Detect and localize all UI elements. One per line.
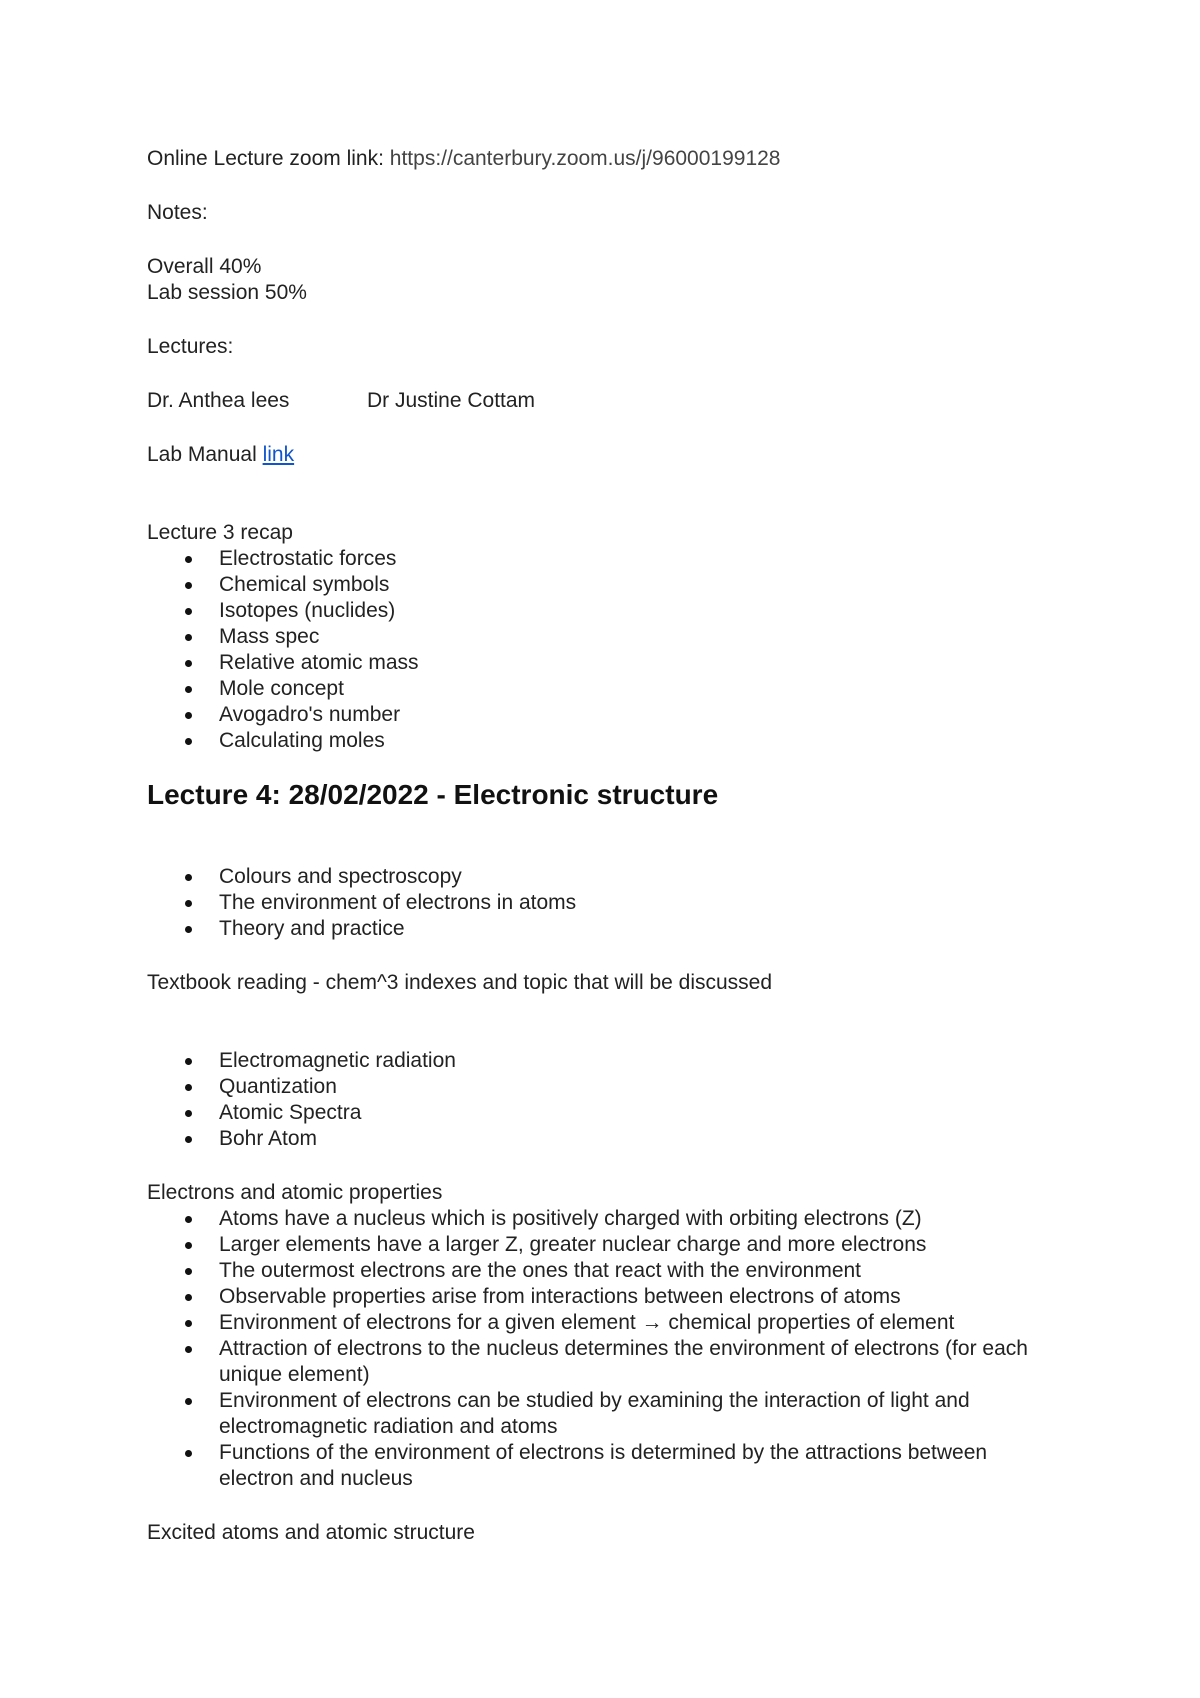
list-item: Electrostatic forces [219, 546, 1067, 572]
list-item: Theory and practice [219, 916, 1067, 942]
lecture-title: Lecture 4: 28/02/2022 - Electronic structure [147, 779, 719, 810]
list-item: Calculating moles [219, 728, 1067, 754]
textbook-reading: Textbook reading - chem^3 indexes and topic that will be discussed [147, 971, 773, 994]
notes-label: Notes: [147, 201, 208, 224]
reading-list [147, 1048, 1067, 1152]
list-item: Bohr Atom [219, 1126, 1067, 1152]
list-item: The outermost electrons are the ones that react with the environment [219, 1258, 1067, 1284]
list-item: Mass spec [219, 624, 1067, 650]
list-item: Quantization [219, 1074, 1067, 1100]
lecturers-row [147, 388, 1067, 414]
list-item: Atoms have a nucleus which is positively charged with orbiting electrons (Z) [219, 1206, 1067, 1232]
list-item: Electromagnetic radiation [219, 1048, 1067, 1074]
zoom-link-line [147, 146, 1067, 172]
document-content [147, 146, 1067, 1546]
lectures-label: Lectures: [147, 335, 234, 358]
list-item: Environment of electrons for a given element → chemical properties of element [219, 1310, 1067, 1336]
lecture-topics-list [147, 864, 1067, 942]
list-item: Colours and spectroscopy [219, 864, 1067, 890]
list-item: Mole concept [219, 676, 1067, 702]
list-item: Environment of electrons can be studied by examining the interaction of light and electromagnetic radiation and atoms [219, 1388, 1067, 1440]
list-item: Relative atomic mass [219, 650, 1067, 676]
list-item: Functions of the environment of electrons is determined by the attractions between electron and nucleus [219, 1440, 1067, 1492]
lecturer-name-1: Dr. Anthea lees [147, 389, 290, 412]
electrons-list [147, 1206, 1067, 1492]
lecturer-name-2: Dr Justine Cottam [367, 389, 536, 412]
list-item: Observable properties arise from interactions between electrons of atoms [219, 1284, 1067, 1310]
recap-heading: Lecture 3 recap [147, 521, 293, 544]
list-item: Isotopes (nuclides) [219, 598, 1067, 624]
lab-manual-link[interactable]: link [262, 443, 295, 466]
list-item: Atomic Spectra [219, 1100, 1067, 1126]
excited-heading: Excited atoms and atomic structure [147, 1521, 475, 1544]
electrons-heading: Electrons and atomic properties [147, 1181, 443, 1204]
zoom-link-url[interactable]: https://canterbury.zoom.us/j/96000199128 [389, 147, 781, 170]
recap-list [147, 546, 1067, 754]
list-item: The environment of electrons in atoms [219, 890, 1067, 916]
lab-manual-line [147, 442, 1067, 468]
list-item: Chemical symbols [219, 572, 1067, 598]
lab-manual-label: Lab Manual [147, 443, 263, 466]
notes-lab-session: Lab session 50% [147, 281, 307, 304]
zoom-link-label: Online Lecture zoom link: [147, 147, 390, 170]
list-item: Larger elements have a larger Z, greater nuclear charge and more electrons [219, 1232, 1067, 1258]
list-item: Avogadro's number [219, 702, 1067, 728]
list-item: Attraction of electrons to the nucleus determines the environment of electrons (for each unique element) [219, 1336, 1067, 1388]
notes-overall: Overall 40% [147, 255, 262, 278]
